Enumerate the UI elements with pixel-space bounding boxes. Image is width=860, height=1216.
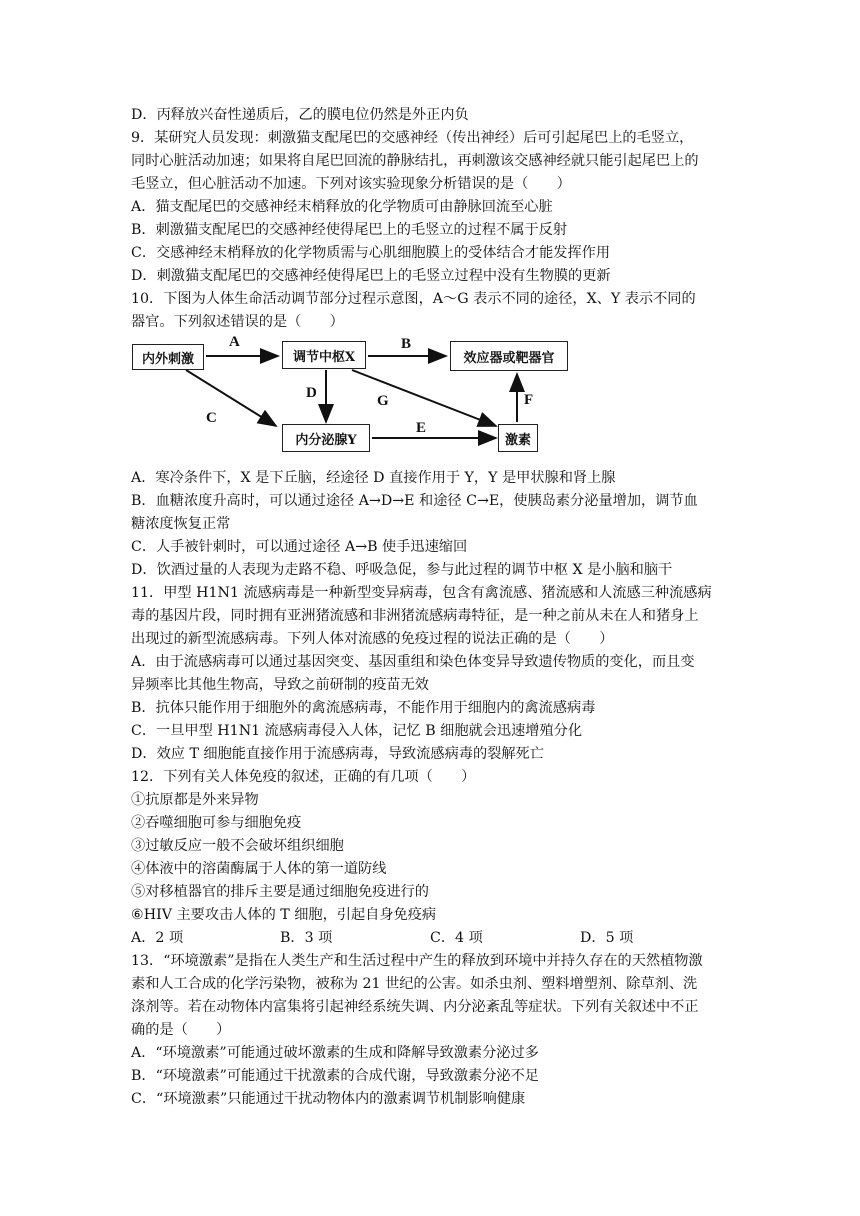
- question-13-stem: 13．“环境激素”是指在人类生产和生活过程中产生的释放到环境中并持久存在的天然植物激: [131, 953, 703, 969]
- box-center-x: 调节中枢X: [282, 341, 366, 369]
- option-b: B．抗体只能作用于细胞外的禽流感病毒，不能作用于细胞内的禽流感病毒: [131, 700, 596, 716]
- text-line: D．丙释放兴奋性递质后，乙的膜电位仍然是外正内负: [131, 107, 469, 123]
- option-a: A．猫支配尾巴的交感神经末梢释放的化学物质可由静脉回流至心脏: [131, 199, 553, 215]
- edge-g: [352, 370, 496, 426]
- option-c: C．一旦甲型 H1N1 流感病毒侵入人体，记忆 B 细胞就会迅速增殖分化: [131, 723, 583, 739]
- statement-2: ②吞噬细胞可参与细胞免疫: [131, 815, 302, 831]
- text-line: 异频率比其他生物高，导致之前研制的疫苗无效: [131, 677, 429, 693]
- edge-c: [186, 370, 276, 426]
- option-a: A．“环境激素”可能通过破坏激素的生成和降解导致激素分泌过多: [131, 1045, 539, 1061]
- option-d: D．饮酒过量的人表现为走路不稳、呼吸急促，参与此过程的调节中枢 X 是小脑和脑干: [131, 562, 673, 578]
- option-c: C．“环境激素”只能通过干扰动物体内的激素调节机制影响健康: [131, 1091, 526, 1107]
- q12-option-a: A．2 项: [131, 930, 184, 946]
- text-line: 素和人工合成的化学污染物，被称为 21 世纪的公害。如杀虫剂、塑料增塑剂、除草剂、洗: [131, 976, 698, 992]
- question-10-stem: 10．下图为人体生命活动调节部分过程示意图，A～G 表示不同的途径，X、Y 表示不同的: [131, 291, 696, 307]
- option-b: B．血糖浓度升高时，可以通过途径 A→D→E 和途径 C→E，使胰岛素分泌量增加，调节血: [131, 493, 698, 509]
- edge-label-e: E: [416, 420, 427, 436]
- text-line: 同时心脏活动加速；如果将自尾巴回流的静脉结扎，再刺激该交感神经就只能引起尾巴上的: [131, 153, 699, 169]
- box-effector: 效应器或靶器官: [450, 341, 568, 371]
- option-a: A．寒冷条件下，X 是下丘脑，经途径 D 直接作用于 Y，Y 是甲状腺和肾上腺: [131, 470, 616, 486]
- edge-label-g: G: [377, 393, 389, 409]
- text-line: 毛竖立，但心脏活动不加速。下列对该实验现象分析错误的是（ ）: [131, 176, 571, 192]
- question-11-stem: 11．甲型 H1N1 流感病毒是一种新型变异病毒，包含有禽流感、猪流感和人流感三种流感病: [131, 585, 712, 601]
- text-line: 出现过的新型流感病毒。下列人体对流感的免疫过程的说法正确的是（ ）: [131, 631, 614, 647]
- text-line: 确的是（ ）: [131, 1022, 231, 1038]
- question-12-stem: 12．下列有关人体免疫的叙述，正确的有几项（ ）: [131, 769, 476, 785]
- option-c: C．交感神经末梢释放的化学物质需与心肌细胞膜上的受体结合才能发挥作用: [131, 245, 611, 261]
- statement-1: ①抗原都是外来异物: [131, 792, 259, 808]
- edge-label-c: C: [206, 410, 217, 426]
- statement-6: ⑥HIV 主要攻击人体的 T 细胞，引起自身免疫病: [131, 907, 437, 923]
- question-9-stem: 9．某研究人员发现：刺激猫支配尾巴的交感神经（传出神经）后可引起尾巴上的毛竖立，: [131, 130, 694, 146]
- option-d: D．效应 T 细胞能直接作用于流感病毒，导致流感病毒的裂解死亡: [131, 746, 544, 762]
- option-a: A．由于流感病毒可以通过基因突变、基因重组和染色体变异导致遗传物质的变化，而且变: [131, 654, 695, 670]
- edge-label-a: A: [229, 334, 240, 350]
- box-gland-y: 内分泌腺Y: [282, 424, 370, 452]
- text-line: 器官。下列叙述错误的是（ ）: [131, 314, 344, 330]
- statement-5: ⑤对移植器官的排斥主要是通过细胞免疫进行的: [131, 884, 429, 900]
- text-line: 涤剂等。若在动物体内富集将引起神经系统失调、内分泌紊乱等症状。下列有关叙述中不正: [131, 999, 699, 1015]
- edge-label-d: D: [306, 385, 317, 401]
- text-line: 糖浓度恢复正常: [131, 516, 231, 532]
- option-d: D．刺激猫支配尾巴的交感神经使得尾巴上的毛竖立过程中没有生物膜的更新: [131, 268, 611, 284]
- text-line: 毒的基因片段，同时拥有亚洲猪流感和非洲猪流感病毒特征，是一种之前从未在人和猪身上: [131, 608, 699, 624]
- option-c: C．人手被针刺时，可以通过途径 A→B 使手迅速缩回: [131, 539, 468, 555]
- q12-option-d: D．5 项: [580, 930, 634, 946]
- regulation-diagram: [126, 336, 596, 462]
- option-b: B．“环境激素”可能通过干扰激素的合成代谢，导致激素分泌不足: [131, 1068, 539, 1084]
- box-stimulus: 内外刺激: [132, 344, 204, 370]
- q12-option-b: B．3 项: [280, 930, 333, 946]
- q12-option-c: C．4 项: [430, 930, 483, 946]
- box-hormone: 激素: [498, 424, 538, 452]
- edge-label-f: F: [524, 392, 534, 408]
- statement-4: ④体液中的溶菌酶属于人体的第一道防线: [131, 861, 387, 877]
- edge-label-b: B: [401, 336, 412, 352]
- option-b: B．刺激猫支配尾巴的交感神经使得尾巴上的毛竖立的过程不属于反射: [131, 222, 568, 238]
- statement-3: ③过敏反应一般不会破坏组织细胞: [131, 838, 344, 854]
